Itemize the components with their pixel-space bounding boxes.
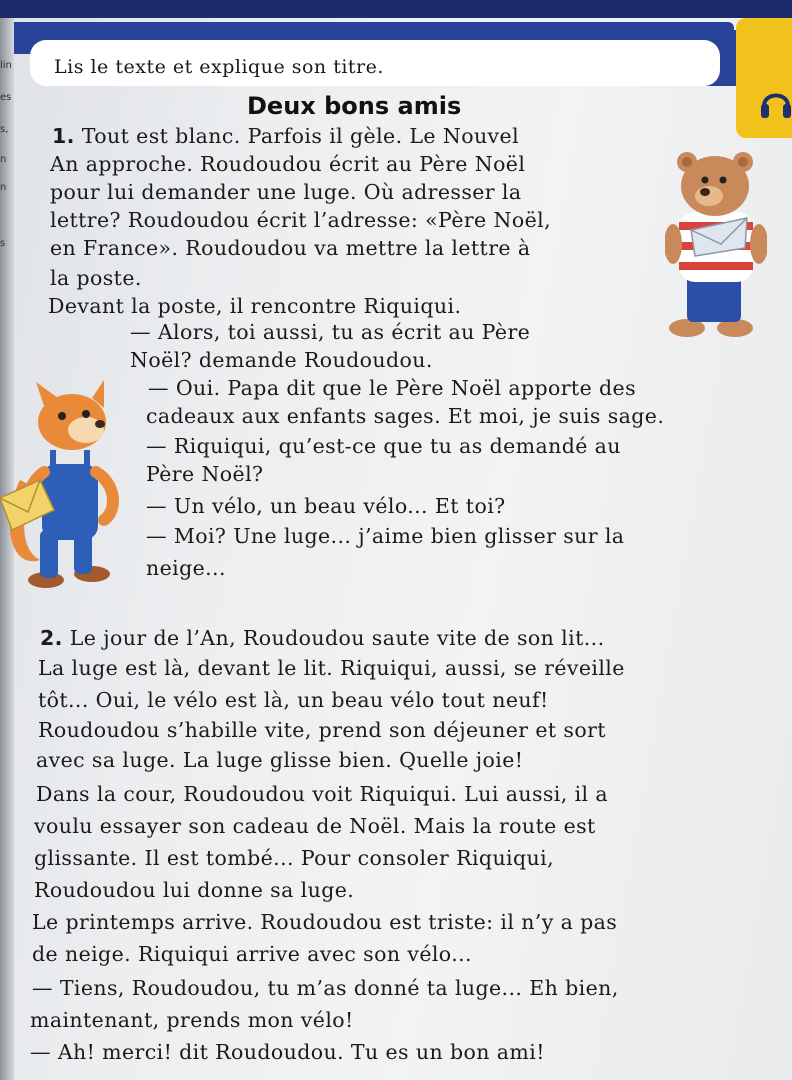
section-number: 2. bbox=[40, 626, 63, 650]
text-line: — Riquiqui, qu’est-ce que tu as demandé au bbox=[146, 434, 621, 458]
text-line: en France». Roudoudou va mettre la lettre à bbox=[50, 236, 531, 260]
text-line: Devant la poste, il rencontre Riquiqui. bbox=[48, 294, 462, 318]
adjacent-page-fragment bbox=[0, 60, 12, 260]
headphones-icon[interactable] bbox=[758, 82, 792, 122]
text-line: La luge est là, devant le lit. Riquiqui, aussi, se réveille bbox=[38, 656, 625, 680]
text-line: Le printemps arrive. Roudoudou est triste: il n’y a pas bbox=[32, 910, 618, 934]
text-line: Père Noël? bbox=[146, 462, 264, 486]
squirrel-illustration bbox=[0, 380, 124, 590]
text-line: — Un vélo, un beau vélo... Et toi? bbox=[146, 494, 506, 518]
text-line: avec sa luge. La luge glisse bien. Quelle joie! bbox=[36, 748, 524, 772]
text-line: Noël? demande Roudoudou. bbox=[130, 348, 433, 372]
section-number: 1. bbox=[52, 124, 75, 148]
bear-illustration bbox=[665, 152, 767, 340]
text-line: cadeaux aux enfants sages. Et moi, je suis sage. bbox=[146, 404, 665, 428]
text-line bbox=[40, 626, 604, 650]
text-line: neige... bbox=[146, 556, 226, 580]
text-line: An approche. Roudoudou écrit au Père Noël bbox=[50, 152, 526, 176]
text-line: Roudoudou s’habille vite, prend son déjeuner et sort bbox=[38, 718, 606, 742]
text-line: lettre? Roudoudou écrit l’adresse: «Père Noël, bbox=[50, 208, 551, 232]
text-line: la poste. bbox=[50, 266, 142, 290]
line-text: Le jour de l’An, Roudoudou saute vite de son lit... bbox=[69, 626, 605, 650]
text-line: de neige. Riquiqui arrive avec son vélo... bbox=[32, 942, 472, 966]
text-line: — Ah! merci! dit Roudoudou. Tu es un bon ami! bbox=[30, 1040, 545, 1064]
text-line bbox=[52, 124, 519, 148]
top-band bbox=[0, 0, 792, 18]
text-line: — Moi? Une luge... j’aime bien glisser sur la bbox=[146, 524, 625, 548]
text-line: voulu essayer son cadeau de Noël. Mais la route est bbox=[34, 814, 596, 838]
side-letter: es bbox=[0, 92, 12, 103]
instruction-text: Lis le texte et explique son titre. bbox=[54, 56, 384, 78]
side-letter: n bbox=[0, 154, 7, 165]
text-line: — Tiens, Roudoudou, tu m’as donné ta luge... Eh bien, bbox=[32, 976, 619, 1000]
side-letter: n bbox=[0, 182, 7, 193]
text-line: Roudoudou lui donne sa luge. bbox=[34, 878, 355, 902]
text-line: pour lui demander une luge. Où adresser la bbox=[50, 180, 522, 204]
side-letter: s bbox=[0, 238, 6, 249]
side-letter: s, bbox=[0, 124, 9, 135]
line-text: Tout est blanc. Parfois il gèle. Le Nouvel bbox=[81, 124, 520, 148]
text-line: maintenant, prends mon vélo! bbox=[30, 1008, 354, 1032]
text-line: — Alors, toi aussi, tu as écrit au Père bbox=[130, 320, 531, 344]
text-line: glissante. Il est tombé... Pour consoler Riquiqui, bbox=[34, 846, 555, 870]
text-line: tôt... Oui, le vélo est là, un beau vélo tout neuf! bbox=[38, 688, 549, 712]
page-title: Deux bons amis bbox=[247, 92, 462, 120]
side-letter: lin bbox=[0, 60, 12, 71]
text-line: Dans la cour, Roudoudou voit Riquiqui. Lui aussi, il a bbox=[36, 782, 609, 806]
text-line: — Oui. Papa dit que le Père Noël apporte des bbox=[148, 376, 636, 400]
